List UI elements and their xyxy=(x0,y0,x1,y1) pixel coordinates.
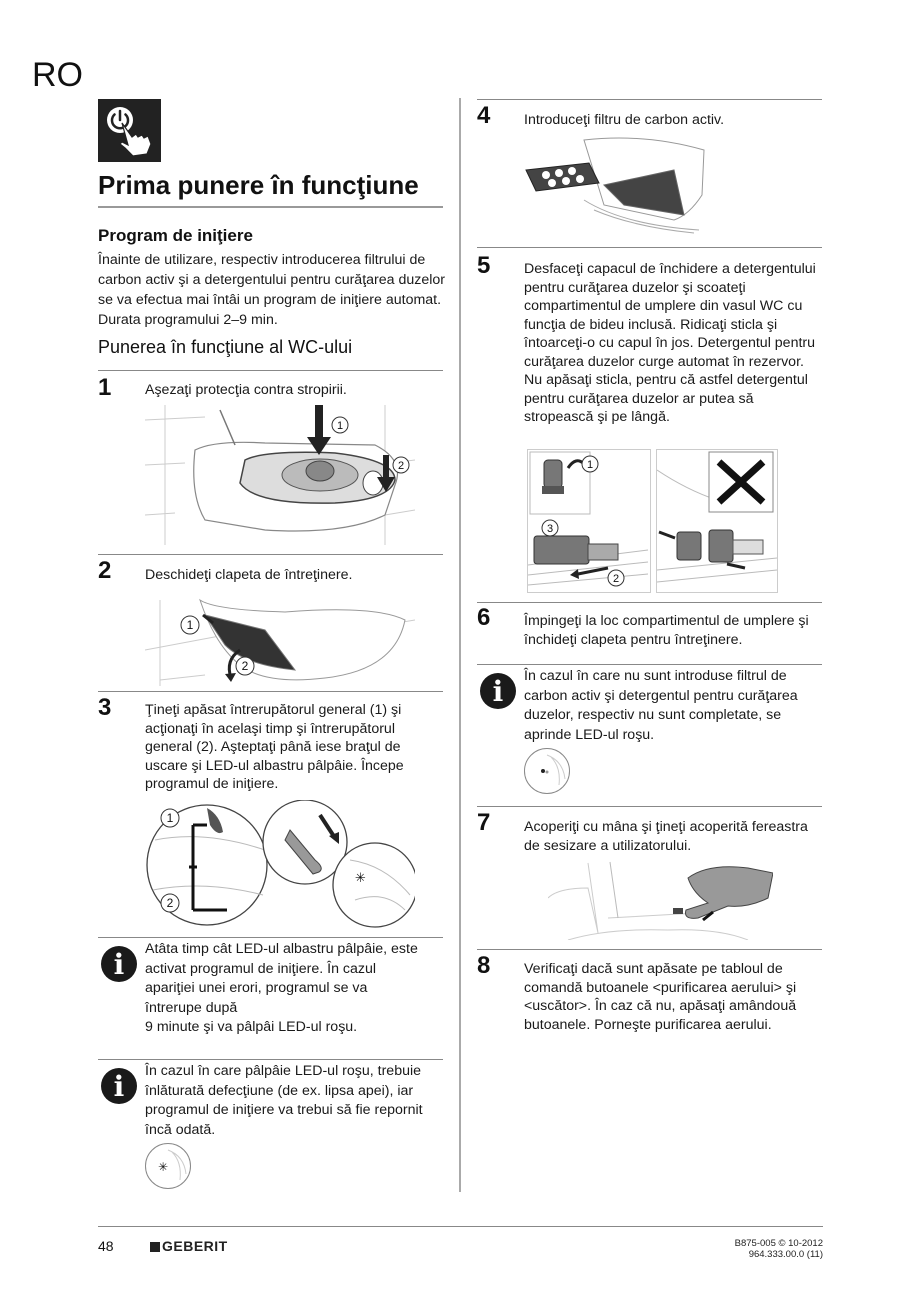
power-button-hand-press-icon xyxy=(98,99,161,162)
svg-text:1: 1 xyxy=(166,811,174,825)
svg-text:1: 1 xyxy=(186,618,194,632)
intro-paragraph: Înainte de utilizare, respectiv introducerea filtrului de carbon activ şi a detergentului pentru curăţarea duzelor se va efectua mai întâi un program de iniţiere automat. Durata programului 2–9 min. xyxy=(98,252,446,328)
step-divider xyxy=(98,554,443,555)
step-text: Împingeţi la loc compartimentul de umplere şi închideţi clapeta pentru întreţinere. xyxy=(524,613,809,648)
svg-text:2: 2 xyxy=(397,460,405,472)
svg-text:1: 1 xyxy=(586,459,594,471)
note-divider xyxy=(98,1059,443,1060)
note-text: Atâta timp cât LED-ul albastru pâlpâie, este activat programul de iniţiere. În cazul apariţiei unei erori, programul se va întrerupe după 9 minute şi va pâlpâi LED-ul roşu. xyxy=(145,941,418,1035)
step-number: 3 xyxy=(98,694,112,721)
info-icon: i xyxy=(480,673,516,709)
step-number: 7 xyxy=(477,809,491,836)
step-divider xyxy=(477,247,822,248)
svg-text:✳: ✳ xyxy=(355,871,366,886)
red-led-icon xyxy=(524,748,570,794)
step-text: Desfaceţi capacul de închidere a detergentului pentru curăţarea duzelor şi scoateţi compartimentul de umplere din vasul WC cu funcţia de bideu inclusă. Ridicaţi sticla şi întoarceţi-o cu capul în jos. Detergentul pentru curăţarea duzelor curge automat în rezervor. Nu apăsaţi sticla, pentru că astfel detergentul pentru curăţarea duzelor ar putea să stropească şi pe lângă. xyxy=(524,261,816,425)
language-code: RO xyxy=(32,56,83,94)
procedure-heading: Punerea în funcţiune al WC-ului xyxy=(98,337,353,357)
step-number: 8 xyxy=(477,952,491,979)
illustration-detergent-removal xyxy=(527,449,651,593)
info-icon: i xyxy=(101,1068,137,1104)
note-text: În cazul în care pâlpâie LED-ul roşu, trebuie înlăturată defecţiune (de ex. lipsa apei), iar programul de iniţiere va trebui să fie repornit încă odată. xyxy=(145,1063,423,1138)
step-divider xyxy=(477,806,822,807)
page-title: Prima punere în funcţiune xyxy=(98,170,419,200)
step-text: Introduceţi filtru de carbon activ. xyxy=(524,112,725,128)
illustration-cover-sensor xyxy=(548,858,773,940)
step-divider xyxy=(98,370,443,371)
step-number: 5 xyxy=(477,252,491,279)
column-divider xyxy=(459,98,461,1192)
note-text: În cazul în care nu sunt introduse filtrul de carbon activ şi detergentul pentru curăţarea duzelor, respectiv nu sunt completate, se aprinde LED-ul roşu. xyxy=(524,668,798,743)
step-text: Verificaţi dacă sunt apăsate pe tabloul de comandă butoanele <purificarea aerului> şi <uscător>. În caz că nu, apăsaţi amândouă butoanele. Porneşte purificarea aerului. xyxy=(524,961,797,1033)
blinking-led-icon xyxy=(145,1143,191,1189)
illustration-carbon-filter xyxy=(524,135,709,235)
step-number: 4 xyxy=(477,102,491,129)
step-divider xyxy=(477,99,822,100)
step-divider xyxy=(477,949,822,950)
svg-text:3: 3 xyxy=(546,523,554,535)
note-divider xyxy=(477,664,822,665)
step-text: Aşezaţi protecţia contra stropirii. xyxy=(145,382,347,398)
step-text: Acoperiţi cu mâna şi ţineţi acoperită fereastra de sesizare a utilizatorului. xyxy=(524,819,808,854)
svg-text:2: 2 xyxy=(612,573,620,585)
document-reference: B875-005 © 10-2012 964.333.00.0 (11) xyxy=(734,1238,823,1260)
svg-text:✳: ✳ xyxy=(158,1160,169,1174)
footer-divider xyxy=(98,1226,823,1227)
step-divider xyxy=(477,602,822,603)
step-number: 1 xyxy=(98,374,112,401)
step-number: 6 xyxy=(477,604,491,631)
step-divider xyxy=(98,691,443,692)
section-subheading: Program de iniţiere xyxy=(98,226,253,245)
brand-logo: GEBERIT xyxy=(150,1238,228,1254)
step-text: Ţineţi apăsat întrerupătorul general (1) şi acţionaţi în acelaşi timp şi întrerupătorul general (2). Aşteptaţi până iese braţul de uscare şi LED-ul albastru pâlpâie. Începe programul de iniţiere. xyxy=(145,702,404,792)
step-text: Deschideţi clapeta de întreţinere. xyxy=(145,567,353,583)
illustration-maintenance-flap xyxy=(145,590,415,686)
note-divider xyxy=(98,937,443,938)
title-divider xyxy=(98,206,443,208)
illustration-do-not-squeeze xyxy=(656,449,778,593)
page-number: 48 xyxy=(98,1238,114,1254)
svg-text:1: 1 xyxy=(336,420,344,432)
step-number: 2 xyxy=(98,557,112,584)
illustration-splash-guard xyxy=(145,405,415,545)
svg-text:2: 2 xyxy=(166,896,174,910)
svg-text:2: 2 xyxy=(241,659,249,673)
info-icon: i xyxy=(101,946,137,982)
illustration-main-switch xyxy=(145,800,415,930)
brand-square-icon xyxy=(150,1242,160,1252)
